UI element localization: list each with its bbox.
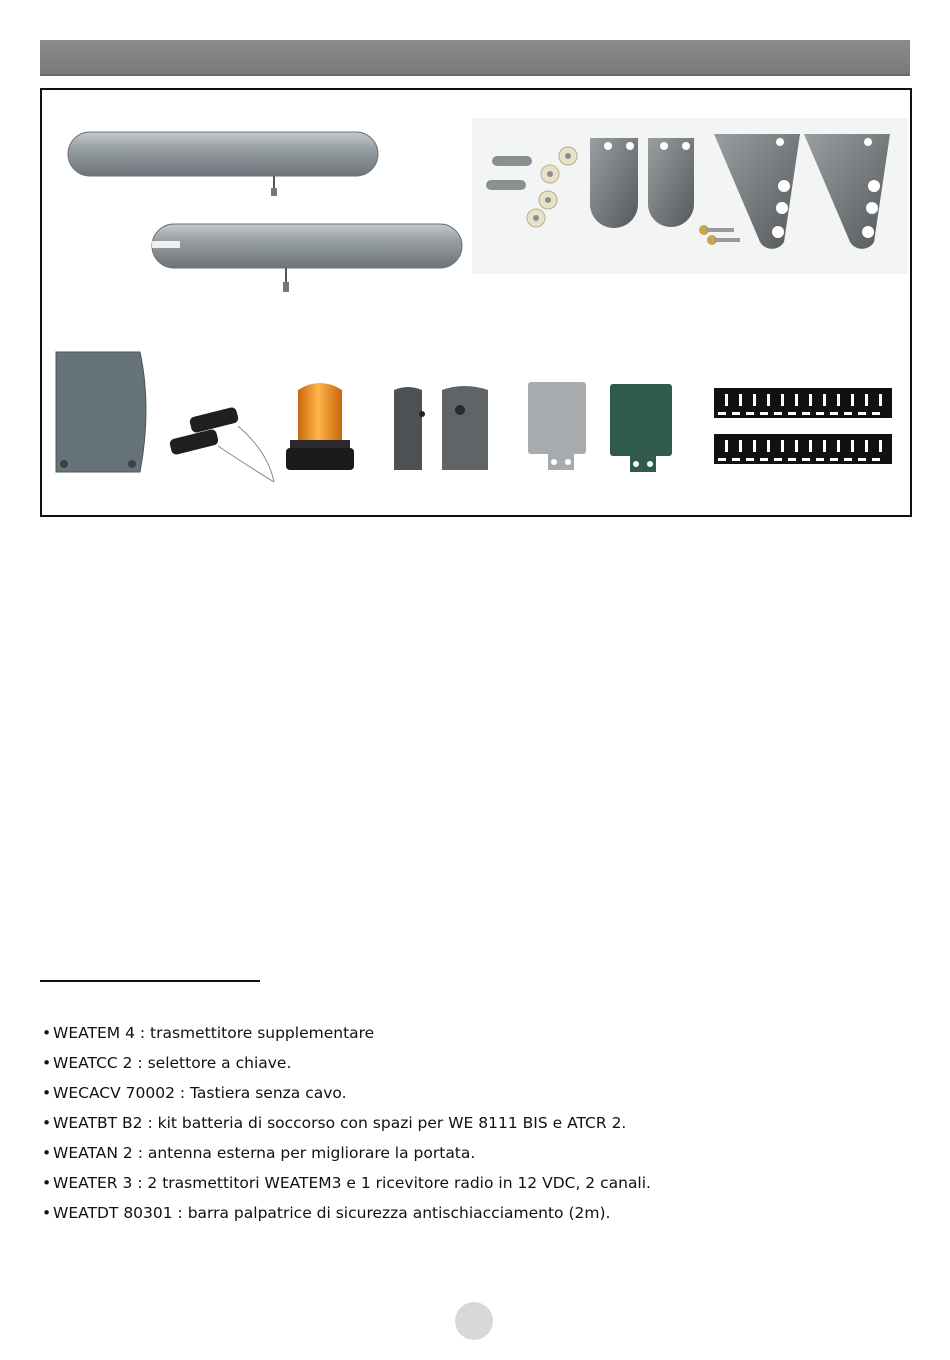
accessory-text: WECACV 70002 : Tastiera senza cavo. xyxy=(53,1084,347,1102)
bullet: • xyxy=(42,1204,52,1222)
list-item xyxy=(42,1078,651,1108)
flashing-light-image xyxy=(286,383,354,470)
accessories-list xyxy=(42,1018,651,1228)
accessory-text: WEATDT 80301 : barra palpatrice di sicurezza antischiacciamento (2m). xyxy=(53,1204,611,1222)
accessory-text: WEATBT B2 : kit batteria di soccorso con spazi per WE 8111 BIS e ATCR 2. xyxy=(53,1114,627,1132)
gate-operator-arm-1-image xyxy=(68,132,378,196)
electric-locks-image xyxy=(528,382,672,472)
bullet: • xyxy=(42,1024,52,1042)
list-item xyxy=(42,1138,651,1168)
section-header-bar xyxy=(40,40,910,76)
product-illustration xyxy=(42,90,910,515)
accessory-text: WEATAN 2 : antenna esterna per migliorare la portata. xyxy=(53,1144,476,1162)
bullet: • xyxy=(42,1144,52,1162)
cable-clips-image xyxy=(714,388,892,464)
accessory-text: WEATCC 2 : selettore a chiave. xyxy=(53,1054,292,1072)
control-box-image xyxy=(56,352,146,472)
list-item xyxy=(42,1048,651,1078)
list-item xyxy=(42,1198,651,1228)
gate-operator-arm-2-image xyxy=(152,224,462,292)
section-rule xyxy=(40,980,260,982)
product-contents-frame xyxy=(40,88,912,517)
bullet: • xyxy=(42,1174,52,1192)
bullet: • xyxy=(42,1054,52,1072)
accessory-text: WEATER 3 : 2 trasmettitori WEATEM3 e 1 ricevitore radio in 12 VDC, 2 canali. xyxy=(53,1174,651,1192)
bullet: • xyxy=(42,1114,52,1132)
photocells-image xyxy=(394,386,488,470)
list-item xyxy=(42,1018,651,1048)
remote-transmitters-image xyxy=(169,406,274,482)
mounting-hardware-image xyxy=(472,118,908,274)
page-number-circle xyxy=(455,1302,493,1340)
accessory-text: WEATEM 4 : trasmettitore supplementare xyxy=(53,1024,375,1042)
list-item xyxy=(42,1108,651,1138)
bullet: • xyxy=(42,1084,52,1102)
list-item xyxy=(42,1168,651,1198)
